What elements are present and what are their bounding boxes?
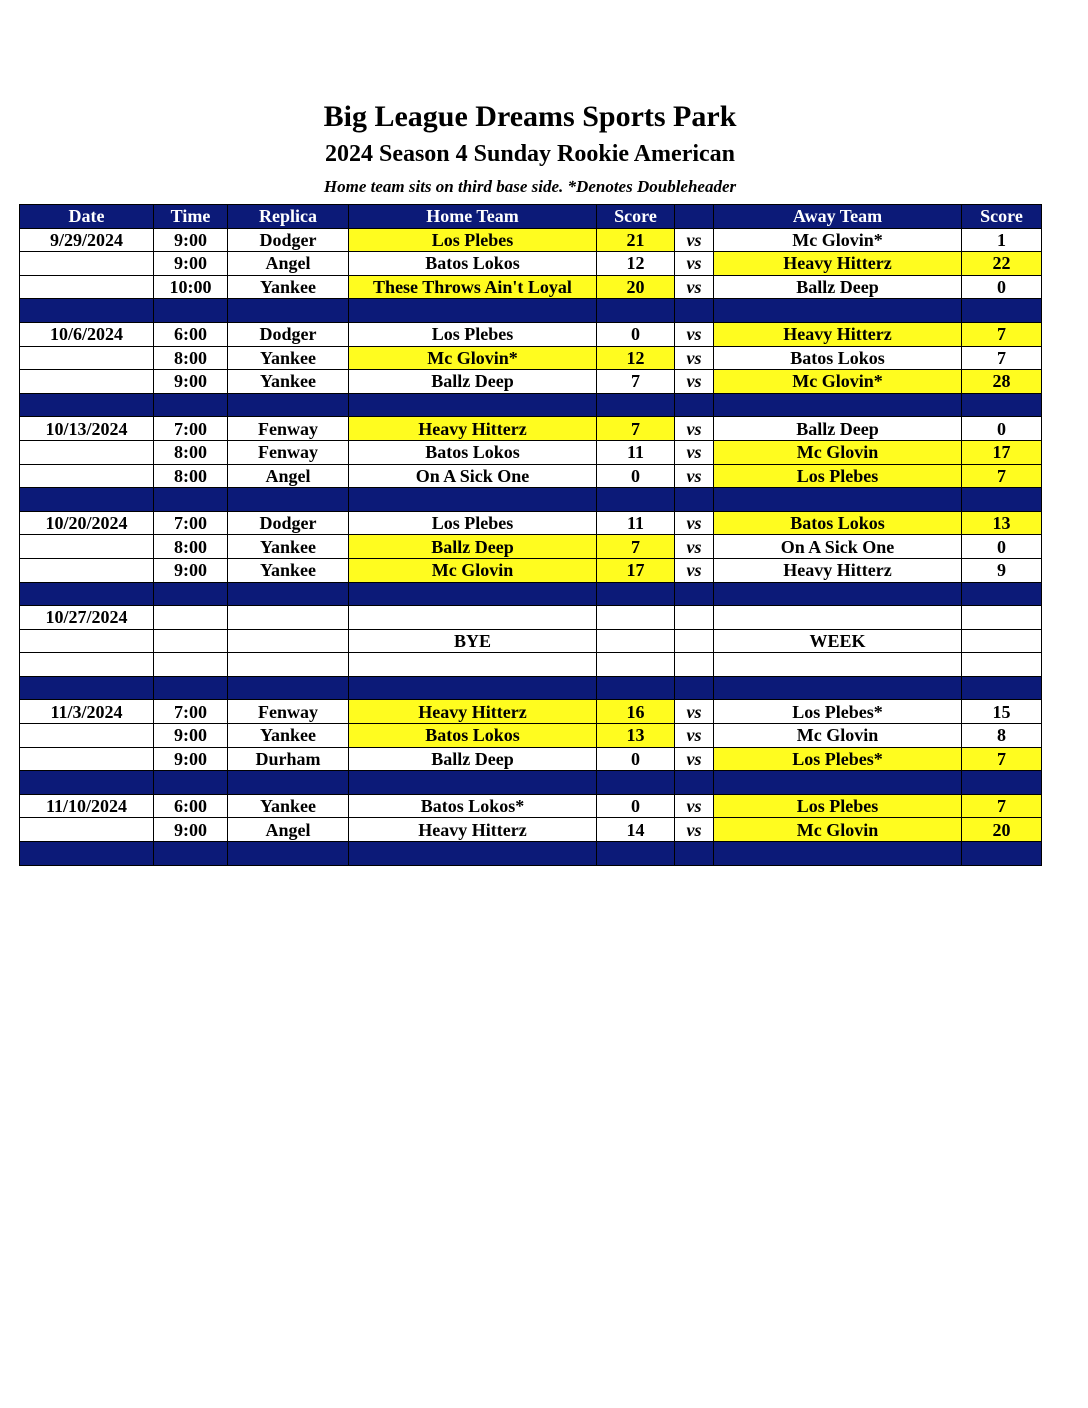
vs-label: vs <box>675 818 714 842</box>
game-time: 9:00 <box>154 724 228 748</box>
game-time: 8:00 <box>154 346 228 370</box>
field-replica: Yankee <box>228 794 349 818</box>
separator-cell <box>349 299 597 323</box>
home-team: Batos Lokos* <box>349 794 597 818</box>
table-row <box>20 464 1042 488</box>
field-replica <box>228 629 349 653</box>
home-team: Ballz Deep <box>349 747 597 771</box>
home-team: Los Plebes <box>349 228 597 252</box>
game-date <box>20 252 154 276</box>
separator-cell <box>349 842 597 866</box>
separator-cell <box>962 676 1042 700</box>
home-score: 11 <box>597 440 675 464</box>
game-time: 7:00 <box>154 511 228 535</box>
away-team <box>714 606 962 630</box>
field-replica: Fenway <box>228 440 349 464</box>
home-score: 0 <box>597 322 675 346</box>
separator-cell <box>714 299 962 323</box>
away-team: Ballz Deep <box>714 417 962 441</box>
away-team: Mc Glovin <box>714 724 962 748</box>
away-score <box>962 606 1042 630</box>
separator-cell <box>228 299 349 323</box>
schedule-table <box>19 204 1042 866</box>
away-score: 15 <box>962 700 1042 724</box>
separator-cell <box>597 488 675 512</box>
away-team: Batos Lokos <box>714 511 962 535</box>
week-separator-row <box>20 676 1042 700</box>
home-team: Heavy Hitterz <box>349 417 597 441</box>
separator-cell <box>154 676 228 700</box>
vs-label: vs <box>675 558 714 582</box>
separator-cell <box>714 842 962 866</box>
away-score: 7 <box>962 346 1042 370</box>
home-team: Batos Lokos <box>349 724 597 748</box>
separator-cell <box>962 393 1042 417</box>
vs-label: vs <box>675 228 714 252</box>
home-team <box>349 606 597 630</box>
separator-cell <box>20 842 154 866</box>
game-date <box>20 724 154 748</box>
game-time: 7:00 <box>154 417 228 441</box>
table-row <box>20 653 1042 677</box>
separator-cell <box>597 842 675 866</box>
vs-label: vs <box>675 535 714 559</box>
separator-cell <box>228 393 349 417</box>
table-header-row <box>20 205 1042 229</box>
away-score: 0 <box>962 417 1042 441</box>
game-date <box>20 653 154 677</box>
week-separator-row <box>20 488 1042 512</box>
home-team: Mc Glovin <box>349 558 597 582</box>
game-date <box>20 440 154 464</box>
away-score: 9 <box>962 558 1042 582</box>
home-score: 16 <box>597 700 675 724</box>
game-date <box>20 629 154 653</box>
game-date: 10/20/2024 <box>20 511 154 535</box>
home-score: 0 <box>597 794 675 818</box>
home-team <box>349 653 597 677</box>
home-team: BYE <box>349 629 597 653</box>
table-row <box>20 275 1042 299</box>
separator-cell <box>154 842 228 866</box>
vs-label: vs <box>675 700 714 724</box>
away-team: Mc Glovin <box>714 440 962 464</box>
away-team: Batos Lokos <box>714 346 962 370</box>
game-time: 9:00 <box>154 747 228 771</box>
separator-cell <box>228 488 349 512</box>
game-date: 10/6/2024 <box>20 322 154 346</box>
table-row <box>20 629 1042 653</box>
home-score: 7 <box>597 417 675 441</box>
separator-cell <box>228 676 349 700</box>
separator-cell <box>154 771 228 795</box>
column-header-away-team: Away Team <box>714 205 962 229</box>
field-replica: Durham <box>228 747 349 771</box>
field-replica: Yankee <box>228 558 349 582</box>
vs-label: vs <box>675 346 714 370</box>
separator-cell <box>154 299 228 323</box>
column-header-replica: Replica <box>228 205 349 229</box>
game-date <box>20 747 154 771</box>
separator-cell <box>20 393 154 417</box>
vs-label: vs <box>675 511 714 535</box>
away-team: WEEK <box>714 629 962 653</box>
game-time: 9:00 <box>154 252 228 276</box>
separator-cell <box>675 488 714 512</box>
away-team: Heavy Hitterz <box>714 252 962 276</box>
separator-cell <box>714 676 962 700</box>
separator-cell <box>675 299 714 323</box>
separator-cell <box>349 676 597 700</box>
away-team: Heavy Hitterz <box>714 322 962 346</box>
game-time: 9:00 <box>154 558 228 582</box>
table-row <box>20 346 1042 370</box>
separator-cell <box>675 582 714 606</box>
home-team: Batos Lokos <box>349 440 597 464</box>
table-row <box>20 535 1042 559</box>
game-date <box>20 818 154 842</box>
game-date <box>20 558 154 582</box>
separator-cell <box>962 488 1042 512</box>
field-replica: Angel <box>228 464 349 488</box>
away-team: Los Plebes* <box>714 747 962 771</box>
field-replica: Yankee <box>228 275 349 299</box>
home-team: Los Plebes <box>349 322 597 346</box>
field-replica <box>228 606 349 630</box>
separator-cell <box>154 488 228 512</box>
separator-cell <box>228 582 349 606</box>
separator-cell <box>349 488 597 512</box>
separator-cell <box>962 842 1042 866</box>
separator-cell <box>714 771 962 795</box>
separator-cell <box>154 393 228 417</box>
table-row <box>20 252 1042 276</box>
away-score: 22 <box>962 252 1042 276</box>
separator-cell <box>962 299 1042 323</box>
game-date: 11/10/2024 <box>20 794 154 818</box>
week-separator-row <box>20 842 1042 866</box>
away-team: On A Sick One <box>714 535 962 559</box>
game-date <box>20 370 154 394</box>
game-time: 9:00 <box>154 818 228 842</box>
game-date: 11/3/2024 <box>20 700 154 724</box>
vs-label: vs <box>675 747 714 771</box>
column-header-home-team: Home Team <box>349 205 597 229</box>
separator-cell <box>675 771 714 795</box>
table-row <box>20 724 1042 748</box>
separator-cell <box>349 582 597 606</box>
away-score: 7 <box>962 794 1042 818</box>
game-time <box>154 653 228 677</box>
game-date <box>20 535 154 559</box>
separator-cell <box>597 676 675 700</box>
separator-cell <box>228 771 349 795</box>
table-row <box>20 417 1042 441</box>
game-date <box>20 275 154 299</box>
field-replica: Dodger <box>228 228 349 252</box>
separator-cell <box>20 299 154 323</box>
schedule-note: Home team sits on third base side. *Denotes Doubleheader <box>323 177 737 196</box>
separator-cell <box>675 676 714 700</box>
home-team: Ballz Deep <box>349 370 597 394</box>
separator-cell <box>714 393 962 417</box>
home-score: 20 <box>597 275 675 299</box>
game-time: 8:00 <box>154 464 228 488</box>
field-replica: Yankee <box>228 346 349 370</box>
field-replica: Yankee <box>228 724 349 748</box>
separator-cell <box>597 299 675 323</box>
schedule-body <box>20 228 1042 865</box>
game-time: 10:00 <box>154 275 228 299</box>
table-row <box>20 747 1042 771</box>
home-score <box>597 606 675 630</box>
field-replica: Dodger <box>228 322 349 346</box>
separator-cell <box>20 582 154 606</box>
vs-label <box>675 653 714 677</box>
home-score <box>597 653 675 677</box>
separator-cell <box>20 771 154 795</box>
separator-cell <box>597 582 675 606</box>
vs-label: vs <box>675 464 714 488</box>
separator-cell <box>154 582 228 606</box>
home-score: 0 <box>597 464 675 488</box>
separator-cell <box>714 488 962 512</box>
week-separator-row <box>20 771 1042 795</box>
separator-cell <box>20 488 154 512</box>
game-time: 9:00 <box>154 370 228 394</box>
vs-label: vs <box>675 275 714 299</box>
column-header-time: Time <box>154 205 228 229</box>
separator-cell <box>597 393 675 417</box>
home-score: 7 <box>597 370 675 394</box>
column-header-vs <box>675 205 714 229</box>
vs-label: vs <box>675 417 714 441</box>
field-replica: Yankee <box>228 535 349 559</box>
game-date: 9/29/2024 <box>20 228 154 252</box>
separator-cell <box>962 771 1042 795</box>
vs-label <box>675 629 714 653</box>
away-team: Los Plebes <box>714 464 962 488</box>
table-row <box>20 511 1042 535</box>
home-score: 13 <box>597 724 675 748</box>
away-score: 7 <box>962 464 1042 488</box>
home-team: Mc Glovin* <box>349 346 597 370</box>
home-score: 14 <box>597 818 675 842</box>
away-team: Mc Glovin* <box>714 228 962 252</box>
page-subtitle: 2024 Season 4 Sunday Rookie American <box>324 141 736 167</box>
field-replica: Fenway <box>228 417 349 441</box>
away-team: Mc Glovin <box>714 818 962 842</box>
game-date <box>20 464 154 488</box>
game-time: 6:00 <box>154 794 228 818</box>
home-score: 21 <box>597 228 675 252</box>
table-row <box>20 558 1042 582</box>
field-replica: Angel <box>228 252 349 276</box>
separator-cell <box>962 582 1042 606</box>
field-replica <box>228 653 349 677</box>
separator-cell <box>675 393 714 417</box>
column-header-date: Date <box>20 205 154 229</box>
field-replica: Angel <box>228 818 349 842</box>
vs-label: vs <box>675 724 714 748</box>
away-score: 13 <box>962 511 1042 535</box>
page-title: Big League Dreams Sports Park <box>323 100 737 133</box>
vs-label: vs <box>675 252 714 276</box>
away-team: Ballz Deep <box>714 275 962 299</box>
away-team: Mc Glovin* <box>714 370 962 394</box>
home-team: Heavy Hitterz <box>349 700 597 724</box>
table-row <box>20 228 1042 252</box>
home-score: 12 <box>597 252 675 276</box>
away-score: 7 <box>962 322 1042 346</box>
separator-cell <box>228 842 349 866</box>
game-date: 10/13/2024 <box>20 417 154 441</box>
away-score: 0 <box>962 535 1042 559</box>
vs-label: vs <box>675 322 714 346</box>
game-time <box>154 629 228 653</box>
separator-cell <box>349 771 597 795</box>
home-score <box>597 629 675 653</box>
game-date <box>20 346 154 370</box>
game-time <box>154 606 228 630</box>
home-score: 11 <box>597 511 675 535</box>
away-team: Los Plebes <box>714 794 962 818</box>
game-time: 8:00 <box>154 535 228 559</box>
away-score: 28 <box>962 370 1042 394</box>
table-row <box>20 370 1042 394</box>
home-team: Batos Lokos <box>349 252 597 276</box>
column-header-away-score: Score <box>962 205 1042 229</box>
home-team: Los Plebes <box>349 511 597 535</box>
away-team <box>714 653 962 677</box>
table-row <box>20 794 1042 818</box>
field-replica: Fenway <box>228 700 349 724</box>
home-score: 12 <box>597 346 675 370</box>
game-time: 6:00 <box>154 322 228 346</box>
away-score: 20 <box>962 818 1042 842</box>
week-separator-row <box>20 582 1042 606</box>
game-time: 9:00 <box>154 228 228 252</box>
game-time: 8:00 <box>154 440 228 464</box>
table-row <box>20 700 1042 724</box>
away-score: 8 <box>962 724 1042 748</box>
vs-label: vs <box>675 794 714 818</box>
home-score: 7 <box>597 535 675 559</box>
column-header-home-score: Score <box>597 205 675 229</box>
vs-label <box>675 606 714 630</box>
table-row <box>20 322 1042 346</box>
separator-cell <box>714 582 962 606</box>
away-team: Heavy Hitterz <box>714 558 962 582</box>
separator-cell <box>675 842 714 866</box>
away-score: 7 <box>962 747 1042 771</box>
table-row <box>20 606 1042 630</box>
away-score: 1 <box>962 228 1042 252</box>
home-team: Heavy Hitterz <box>349 818 597 842</box>
away-score <box>962 629 1042 653</box>
vs-label: vs <box>675 440 714 464</box>
home-team: These Throws Ain't Loyal <box>349 275 597 299</box>
field-replica: Yankee <box>228 370 349 394</box>
game-time: 7:00 <box>154 700 228 724</box>
separator-cell <box>20 676 154 700</box>
away-score <box>962 653 1042 677</box>
separator-cell <box>349 393 597 417</box>
week-separator-row <box>20 393 1042 417</box>
game-date: 10/27/2024 <box>20 606 154 630</box>
home-team: Ballz Deep <box>349 535 597 559</box>
vs-label: vs <box>675 370 714 394</box>
table-row <box>20 818 1042 842</box>
away-score: 0 <box>962 275 1042 299</box>
home-team: On A Sick One <box>349 464 597 488</box>
week-separator-row <box>20 299 1042 323</box>
away-team: Los Plebes* <box>714 700 962 724</box>
table-row <box>20 440 1042 464</box>
separator-cell <box>597 771 675 795</box>
home-score: 0 <box>597 747 675 771</box>
away-score: 17 <box>962 440 1042 464</box>
home-score: 17 <box>597 558 675 582</box>
field-replica: Dodger <box>228 511 349 535</box>
